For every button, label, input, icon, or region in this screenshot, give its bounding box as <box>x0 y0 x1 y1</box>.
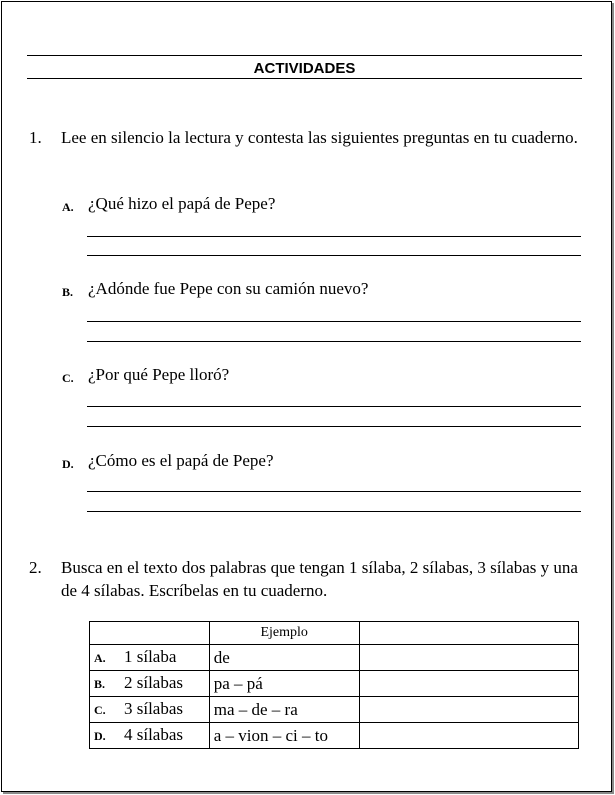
syllable-count: 1 sílaba <box>124 647 177 666</box>
subquestion-letter: C. <box>62 371 74 385</box>
row-letter: D. <box>94 729 106 743</box>
answer-cell[interactable] <box>359 645 578 671</box>
answer-line[interactable] <box>87 236 581 237</box>
table-header-row <box>90 622 579 645</box>
syllable-count-cell <box>90 671 210 697</box>
title-rule-bottom <box>27 78 582 79</box>
example-cell: de <box>209 645 359 671</box>
answer-line[interactable] <box>87 491 581 492</box>
table-row <box>90 645 579 671</box>
syllable-count-cell <box>90 697 210 723</box>
page-title: ACTIVIDADES <box>253 60 356 77</box>
question-1-text: Lee en silencio la lectura y contesta las siguientes preguntas en tu cuaderno. <box>61 128 578 147</box>
subquestion-text: ¿Qué hizo el papá de Pepe? <box>88 194 276 213</box>
table-cell-empty[interactable] <box>359 622 578 645</box>
question-2-text: Busca en el texto dos palabras que tengan 1 sílaba, 2 sílabas, 3 sílabas y una de 4 sílabas. Escríbelas en tu cuaderno. <box>61 558 578 600</box>
subquestion-letter: A. <box>62 200 74 214</box>
table-header-example: Ejemplo <box>209 622 359 645</box>
subquestion-text: ¿Cómo es el papá de Pepe? <box>88 451 274 470</box>
answer-line[interactable] <box>87 406 581 407</box>
answer-line[interactable] <box>87 426 581 427</box>
page-shadow-right <box>612 3 614 794</box>
subquestion-text: ¿Por qué Pepe lloró? <box>88 365 230 384</box>
syllable-count: 3 sílabas <box>124 699 184 718</box>
table-row <box>90 697 579 723</box>
answer-line[interactable] <box>87 321 581 322</box>
answer-cell[interactable] <box>359 723 578 749</box>
row-letter: C. <box>94 703 106 717</box>
row-letter: A. <box>94 651 106 665</box>
subquestion-letter: D. <box>62 457 74 471</box>
question-2-number: 2. <box>29 558 42 577</box>
syllable-table <box>89 621 579 749</box>
example-cell: ma – de – ra <box>209 697 359 723</box>
subquestion-letter: B. <box>62 285 74 299</box>
syllable-count: 2 sílabas <box>124 673 184 692</box>
table-row <box>90 671 579 697</box>
table-row <box>90 723 579 749</box>
answer-cell[interactable] <box>359 697 578 723</box>
example-cell: pa – pá <box>209 671 359 697</box>
title-rule-top <box>27 55 582 56</box>
row-letter: B. <box>94 677 106 691</box>
example-cell: a – vion – ci – to <box>209 723 359 749</box>
answer-cell[interactable] <box>359 671 578 697</box>
answer-line[interactable] <box>87 255 581 256</box>
answer-line[interactable] <box>87 341 581 342</box>
question-1-number: 1. <box>29 128 42 147</box>
syllable-count: 4 sílabas <box>124 725 184 744</box>
subquestion-text: ¿Adónde fue Pepe con su camión nuevo? <box>88 279 369 298</box>
answer-line[interactable] <box>87 511 581 512</box>
page-shadow-bottom <box>3 792 614 794</box>
syllable-count-cell <box>90 723 210 749</box>
table-cell-empty <box>90 622 210 645</box>
syllable-count-cell <box>90 645 210 671</box>
